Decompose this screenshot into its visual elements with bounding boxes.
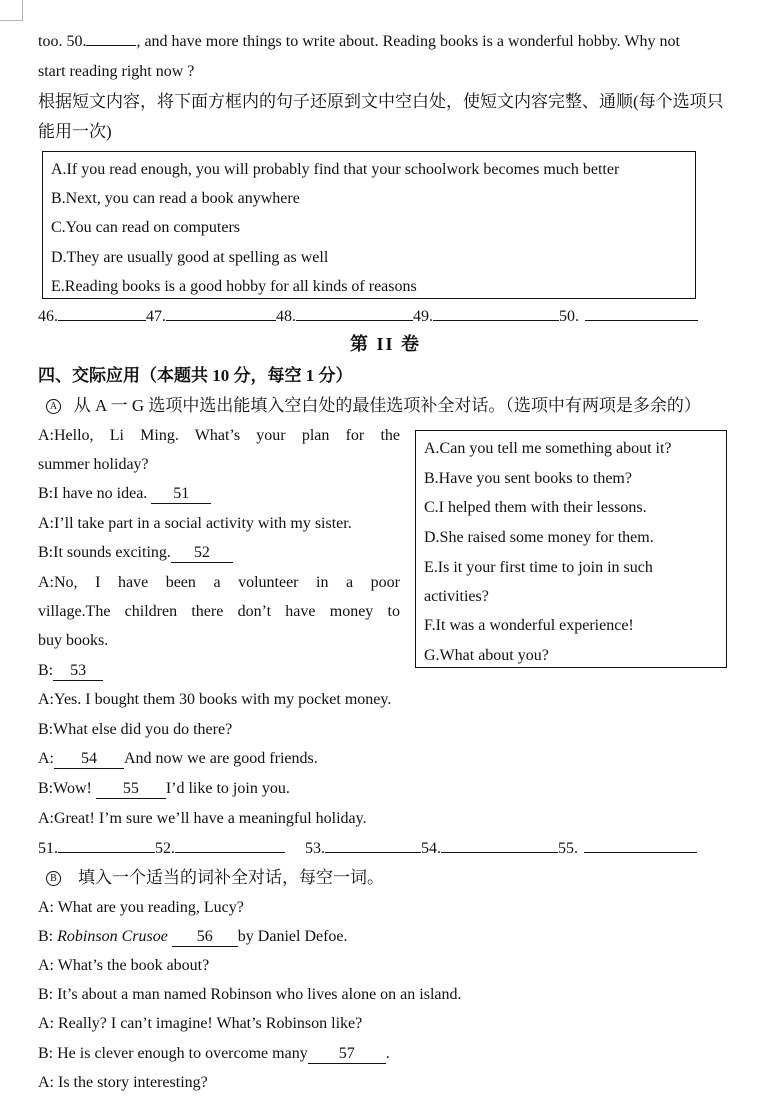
part-two-title: 第 II 卷 (349, 334, 421, 354)
blank-54[interactable]: 54 (54, 750, 124, 769)
dialogue-text: B: He is clever enough to overcome many (38, 1045, 308, 1062)
dialogue-b-line-3: A: What’s the book about? (38, 957, 210, 974)
answer-label-54: 54. (421, 840, 441, 857)
blank-55[interactable]: 55 (96, 780, 166, 799)
dialogue-a-line-11: B:What else did you do there? (38, 721, 233, 738)
section-four-heading: 四、交际应用（本题共 10 分，每空 1 分） (38, 366, 353, 385)
section-b-text: 填入一个适当的词补全对话，每空一词。 (78, 868, 384, 887)
option-e: E.Reading books is a good hobby for all kinds of reasons (51, 278, 417, 295)
book-title: Robinson Crusoe (57, 928, 168, 945)
dialogue-a-line-3 (38, 484, 211, 504)
answer-label-52: 52. (155, 840, 175, 857)
passage-line-1 (38, 32, 680, 52)
dialogue-text: B:I have no idea. (38, 485, 148, 502)
passage-text: , and have more things to write about. Reading books is a wonderful hobby. Why not (136, 33, 680, 50)
dialogue-text: by Daniel Defoe. (237, 928, 348, 945)
dialogue-b-line-4: B: It’s about a man named Robinson who lives alone on an island. (38, 986, 462, 1003)
dialogue-a-line-12 (38, 749, 318, 769)
dialogue-a-line-4: A:I’ll take part in a social activity with my sister. (38, 515, 352, 532)
dialogue-a-line-10: A:Yes. I bought them 30 books with my pocket money. (38, 691, 392, 708)
dialogue-a-line-8: buy books. (38, 632, 109, 649)
page-corner-mark (0, 0, 23, 21)
dialogue-a-line-13 (38, 779, 290, 799)
option-e: E.Is it your first time to join in such (424, 559, 653, 576)
option-f: F.It was a wonderful experience! (424, 617, 634, 634)
dialogue-b-line-7: A: Is the story interesting? (38, 1074, 208, 1091)
section-b-marker: B (46, 871, 61, 886)
options-box-2 (415, 430, 727, 668)
dialogue-a-line-9 (38, 661, 103, 681)
option-b: B.Have you sent books to them? (424, 470, 632, 487)
dialogue-text: I’d like to join you. (165, 780, 290, 797)
answer-blank-54[interactable] (441, 852, 558, 853)
dialogue-a-line-5 (38, 543, 233, 563)
option-b: B.Next, you can read a book anywhere (51, 190, 300, 207)
dialogue-text: . (385, 1045, 390, 1062)
option-a: A.If you read enough, you will probably find that your schoolwork becomes much better (51, 161, 620, 178)
answer-blank-49[interactable] (433, 320, 559, 321)
blank-56[interactable]: 56 (172, 928, 238, 947)
instruction-line-1: 根据短文内容，将下面方框内的句子还原到文中空白处，使短文内容完整、通顺(每个选项只 (38, 92, 724, 111)
answer-blank-50[interactable] (585, 320, 698, 321)
answer-blank-51[interactable] (58, 852, 155, 853)
answer-blank-47[interactable] (166, 320, 276, 321)
blank-57[interactable]: 57 (308, 1045, 386, 1064)
option-d: D.They are usually good at spelling as well (51, 249, 329, 266)
option-g: G.What about you? (424, 647, 549, 664)
dialogue-a-line-6: A:No, I have been a volunteer in a poor (38, 574, 400, 591)
option-c: C.You can read on computers (51, 219, 241, 236)
dialogue-text: And now we are good friends. (124, 750, 318, 767)
answer-label-53: 53. (305, 840, 325, 857)
section-a-instruction (46, 396, 701, 416)
section-a-marker: A (46, 399, 61, 414)
dialogue-a-line-1: A:Hello, Li Ming. What’s your plan for the (38, 427, 400, 444)
passage-line-2: start reading right now ? (38, 63, 195, 80)
dialogue-a-line-7: village.The children there don’t have money to (38, 603, 400, 620)
passage-text: too. 50. (38, 33, 87, 50)
answer-label-51: 51. (38, 840, 58, 857)
option-d: D.She raised some money for them. (424, 529, 654, 546)
answer-blank-52[interactable] (175, 852, 285, 853)
option-a: A.Can you tell me something about it? (424, 440, 672, 457)
instruction-line-2: 能用一次) (38, 122, 112, 141)
option-c: C.I helped them with their lessons. (424, 499, 647, 516)
section-a-text: 从 A 一 G 选项中选出能填入空白处的最佳选项补全对话。（选项中有两项是多余的） (73, 396, 701, 415)
answer-blank-48[interactable] (296, 320, 413, 321)
dialogue-b-line-2 (38, 927, 348, 947)
answer-label-55: 55. (558, 840, 578, 857)
blank-51[interactable]: 51 (151, 485, 211, 504)
dialogue-text: B:Wow! (38, 780, 92, 797)
answer-label-50: 50. (559, 308, 579, 325)
answer-blank-53[interactable] (325, 852, 421, 853)
dialogue-b-line-5: A: Really? I can’t imagine! What’s Robinson like? (38, 1015, 363, 1032)
blank-52[interactable]: 52 (171, 544, 233, 563)
answer-label-46: 46. (38, 308, 58, 325)
answer-label-49: 49. (413, 308, 433, 325)
option-e-continued: activities? (424, 588, 489, 605)
dialogue-b-line-6 (38, 1044, 390, 1064)
answer-label-47: 47. (146, 308, 166, 325)
answer-blank-46[interactable] (58, 320, 146, 321)
dialogue-text: B:It sounds exciting. (38, 544, 171, 561)
dialogue-text: B: (38, 928, 58, 945)
dialogue-a-line-2: summer holiday? (38, 456, 149, 473)
blank-50[interactable] (86, 45, 136, 46)
dialogue-a-line-14: A:Great! I’m sure we’ll have a meaningful holiday. (38, 810, 367, 827)
section-b-instruction (46, 868, 384, 888)
answer-label-48: 48. (276, 308, 296, 325)
dialogue-text: B: (38, 662, 54, 679)
dialogue-b-line-1: A: What are you reading, Lucy? (38, 899, 244, 916)
options-box-1 (42, 151, 696, 299)
dialogue-text: A: (38, 750, 54, 767)
answer-line-51-55 (38, 839, 697, 859)
blank-53[interactable]: 53 (53, 662, 103, 681)
answer-blank-55[interactable] (584, 852, 697, 853)
answer-line-46-50 (38, 307, 698, 327)
